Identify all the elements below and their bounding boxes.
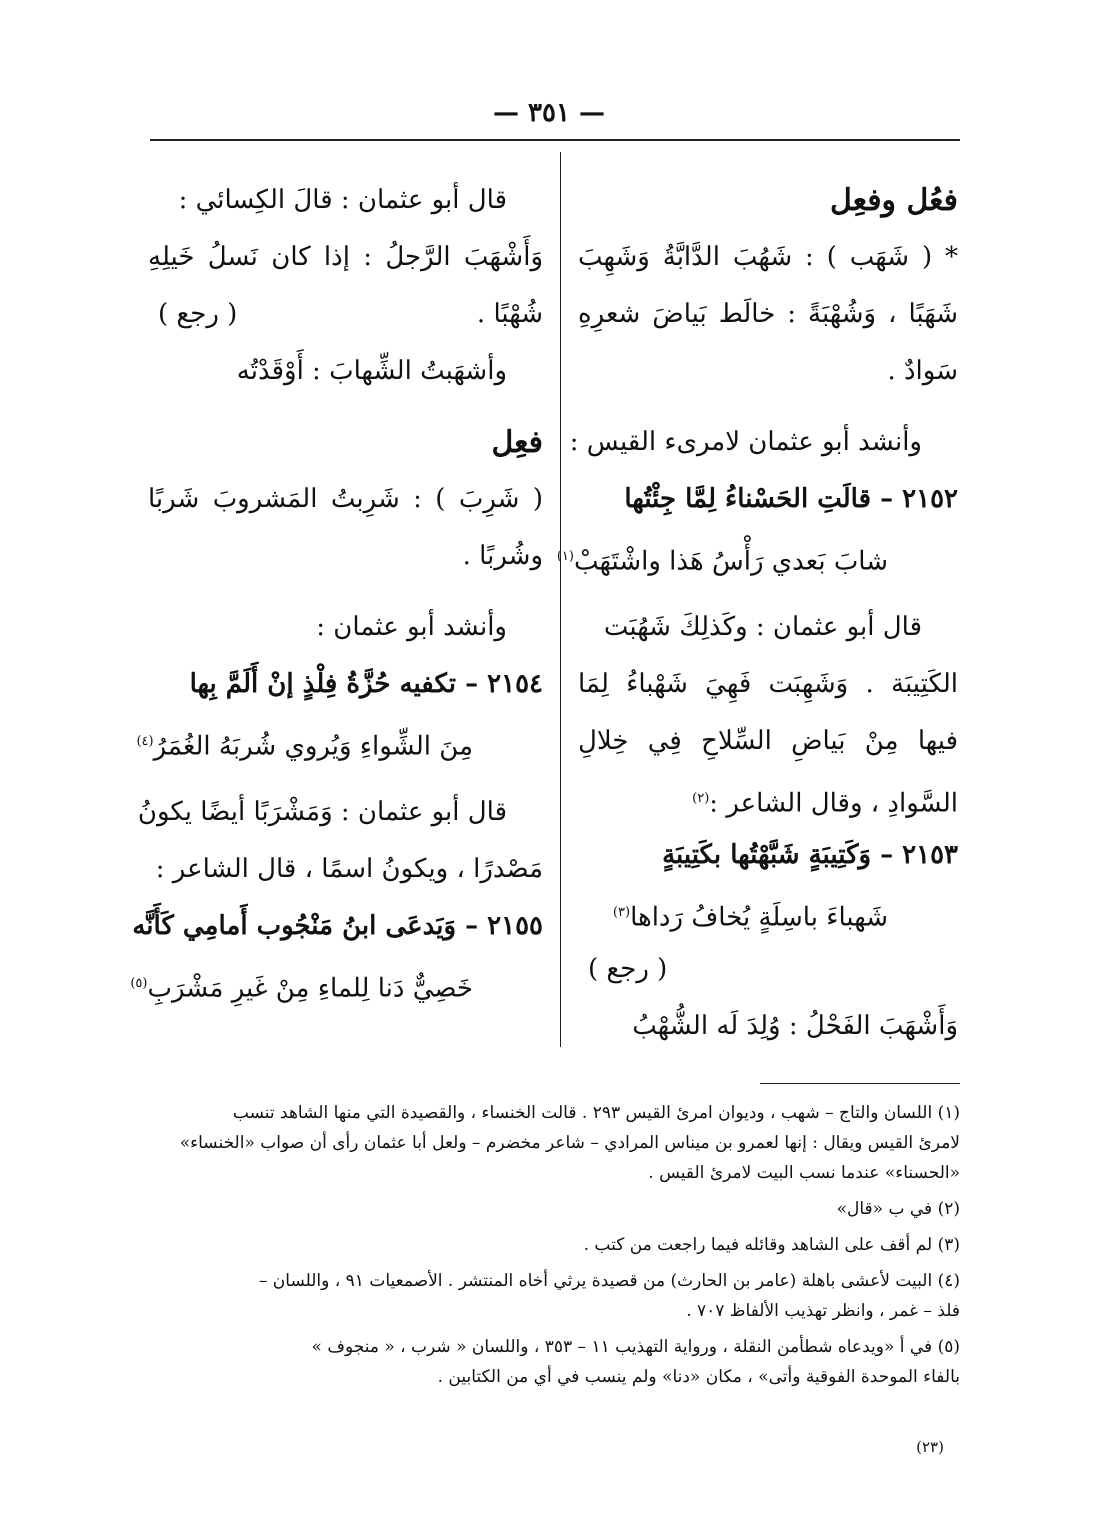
entry-line: قال أبو عثمان : قالَ الكِسائي :	[178, 185, 507, 215]
footnote	[150, 1266, 960, 1326]
footnote-ref: (٣)	[612, 905, 631, 920]
verse-text: مِنَ الشِّواءِ وَيُروي شُربَهُ الغُمَرُ	[153, 731, 473, 762]
verse-line: ٢١٥٥ – وَيَدعَى ابنُ مَنْجُوب أَمامِي كَأَنَّه	[132, 911, 543, 941]
verse-line	[136, 713, 543, 770]
right-column	[556, 172, 958, 1055]
entry-line: مَصْدرًا ، ويكونُ اسمًا ، قال الشاعر :	[155, 854, 543, 884]
footnote-line: (٢) في ب «قال»	[836, 1199, 960, 1219]
footnote-line: فلذ – غمر ، وانظر تهذيب الألفاظ ٧٠٧ .	[686, 1301, 960, 1321]
footnote	[150, 1098, 960, 1188]
entry-line: شُهْبًا .	[476, 299, 543, 329]
footnote	[150, 1194, 960, 1224]
entry-line: وشُربًا .	[462, 541, 543, 571]
entry-line	[578, 770, 958, 827]
page-number: — ٣٥١ —	[492, 98, 606, 128]
column-separator	[560, 152, 561, 1047]
verse-line	[130, 955, 543, 1012]
header-rule	[150, 139, 960, 141]
footnote	[150, 1332, 960, 1392]
footnote	[150, 1230, 960, 1260]
verse-text: شَهباءَ باسِلَةٍ يُخافُ رَداها	[630, 902, 888, 933]
verse-line	[578, 884, 958, 941]
verse-line: ٢١٥٣ – وَكَتِيبَةٍ شَبَّهْتُها بكَتِيبَةٍ	[662, 840, 958, 870]
section-heading: فعُل وفعِل	[830, 183, 958, 218]
return-marker: ( رجع )	[158, 299, 238, 329]
footnote-line: بالفاء الموحدة الفوقية وأتى» ، مكان «دنا» ولم ينسب في أي من الكتابين .	[437, 1367, 960, 1387]
section-heading: فعِل	[491, 425, 543, 460]
entry-text: السَّوادِ ، وقال الشاعر :	[709, 788, 958, 819]
verse-text: خَصِيٌّ دَنا لِلماءِ مِنْ غَيرِ مَشْرَبِ	[147, 973, 473, 1004]
footnote-rule	[760, 1083, 960, 1084]
footnote-ref: (٥)	[130, 976, 148, 991]
verse-line	[556, 528, 958, 585]
entry-line: وَأَشْهَبَ الرَّجلُ : إذا كان نَسلُ خَيلِهِ	[148, 242, 543, 272]
verse-line: ٢١٥٢ – قالَتِ الحَسْناءُ لِمَّا جِئْتُها	[624, 484, 958, 514]
footnote-line: (٥) في أ «ويدعاه شطأمن النقلة ، ورواية التهذيب ١١ – ٣٥٣ ، واللسان « شرب ، « منجوف »	[311, 1337, 960, 1357]
entry-line: وَأَشْهَبَ الفَحْلُ : وُلِدَ لَه الشُّهْبُ	[632, 1011, 958, 1041]
entry-line: وأنشد أبو عثمان لامرىء القيس :	[569, 427, 922, 457]
entry-line: وأشهَبتُ الشِّهابَ : أَوْقَدْتُه	[236, 356, 507, 386]
entry-line: قال أبو عثمان : وَمَشْرَبًا أيضًا يكونُ	[137, 797, 507, 827]
footnote-ref: (٤)	[136, 734, 154, 749]
entry-line: شَهَبًا ، وَشُهْبَةً : خالَط بَياضَ شعرِهِ	[578, 299, 958, 329]
entry-line: قال أبو عثمان : وكَذلِكَ شَهُبَت	[603, 612, 922, 642]
return-marker: ( رجع )	[588, 954, 668, 984]
left-column	[130, 172, 543, 1012]
entry-line: سَوادٌ .	[887, 356, 958, 386]
footnote-line: (١) اللسان والتاج – شهب ، وديوان امرئ القيس ٢٩٣ . قالت الخنساء ، والقصيدة التي منها الشاهد تنسب	[232, 1103, 960, 1123]
footnote-line: (٤) البيت لأعشى باهلة (عامر بن الحارث) من قصيدة يرثي أخاه المنتشر . الأصمعيات ٩١ ، واللسان –	[258, 1271, 960, 1291]
footnote-line: (٣) لم أقف على الشاهد وقائله فيما راجعت من كتب .	[583, 1235, 960, 1255]
footnote-ref: (٢)	[692, 791, 710, 806]
entry-line: فيها مِنْ بَياضِ السِّلاحِ فِي خِلالِ	[578, 726, 958, 756]
verse-line: ٢١٥٤ – تكفيه حُزَّةُ فِلْذٍ إنْ أَلَمَّ بِها	[189, 669, 543, 699]
entry-line: * ( شَهَب ) : شَهُبَ الدَّابَّةُ وَشَهِبَ	[578, 242, 958, 272]
footnote-line: لامرئ القيس ويقال : إنها لعمرو بن ميناس المرادي – شاعر مخضرم – ولعل أبا عثمان رأى أن صواب «الخنساء»	[179, 1133, 960, 1153]
footnotes	[150, 1098, 960, 1398]
footnote-line: «الحسناء» عندما نسب البيت لامرئ القيس .	[648, 1163, 960, 1183]
print-signature-mark: (٢٣)	[916, 1438, 944, 1456]
entry-line: وأنشد أبو عثمان :	[316, 612, 507, 642]
verse-text: شابَ بَعدي رَأْسُ هَذا واشْتَهَبْ	[573, 546, 888, 577]
entry-line: ( شَرِبَ ) : شَرِبتُ المَشروبَ شَربًا	[148, 484, 543, 514]
entry-line: الكَتِيبَة . وَشَهِبَت فَهِيَ شَهْباءُ لِمَا	[578, 669, 958, 699]
footnote-ref: (١)	[556, 549, 574, 564]
